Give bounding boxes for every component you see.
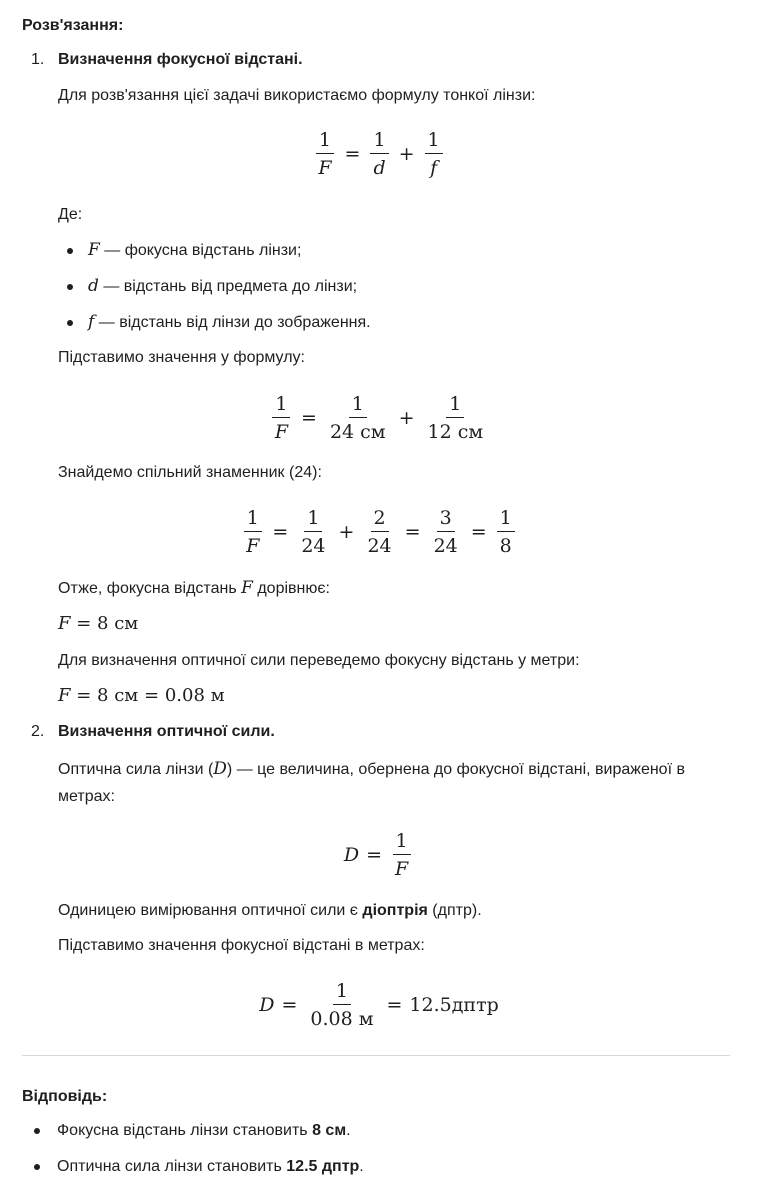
unit-text: Одиницею вимірювання оптичної сили є діоптрія (дптр). (58, 902, 482, 919)
where-label: Де: (58, 206, 83, 223)
step-1-title: Визначення фокусної відстані. (58, 51, 303, 68)
fraction-1-over-8: $\frac{1}{8}$ (497, 507, 515, 557)
optical-power-definition: Оптична сила лінзи (D) — це величина, обернена до фокусної відстані, вираженої в (58, 759, 685, 779)
therefore-text: Отже, фокусна відстань F дорівнює: (58, 578, 330, 598)
fraction-2-over-24: $\frac{2}{24}$ (367, 507, 392, 557)
optical-power-definition-cont: метрах: (58, 788, 115, 805)
substituted-formula: $\frac{1}{F}$ = $\frac{1}{24 см}$ + $\frac{1}{12 см}$ (0, 394, 758, 442)
answer-item-focal-length: Фокусна відстань лінзи становить 8 см. (57, 1122, 351, 1139)
step-2-number: 2. (31, 723, 45, 740)
focal-length-result: F = 8 см (58, 613, 139, 634)
common-denominator-formula: $\frac{1}{F}$ = $\frac{1}{24}$ + $\frac{2}{24}$ = $\frac{3}{24}$ = $\frac{1}{8}$ (0, 508, 758, 556)
substitute-text: Підставимо значення у формулу: (58, 349, 305, 366)
convert-text: Для визначення оптичної сили переведемо фокусну відстань у метри: (58, 652, 580, 669)
definition-F: F — фокусна відстань лінзи; (88, 240, 302, 260)
bullet (34, 1128, 40, 1134)
fraction-1-over-d: $\frac{1}{d}$ (370, 129, 388, 179)
fraction-1-over-f: $\frac{1}{f}$ (425, 129, 443, 179)
fraction-1-over-24: $\frac{1}{24}$ (301, 507, 326, 557)
thin-lens-formula: $\frac{1}{F}$ = $\frac{1}{d}$ + $\frac{1}{f}$ (0, 130, 758, 178)
definition-d: d — відстань від предмета до лінзи; (88, 276, 358, 296)
step-1-number: 1. (31, 51, 45, 68)
answer-item-optical-power: Оптична сила лінзи становить 12.5 дптр. (57, 1158, 364, 1175)
fraction-1-over-F: $\frac{1}{F}$ (315, 129, 334, 179)
answer-heading: Відповідь: (22, 1088, 108, 1105)
fraction-1-over-0.08m: $\frac{1}{0.08 м}$ (310, 980, 374, 1030)
fraction-3-over-24: $\frac{3}{24}$ (433, 507, 458, 557)
step-1-intro: Для розв'язання цієї задачі використаємо формулу тонкої лінзи: (58, 87, 536, 104)
fraction-1-over-F: $\frac{1}{F}$ (392, 830, 411, 880)
focal-length-meters: F = 8 см = 0.08 м (58, 685, 225, 706)
definition-f: f — відстань від лінзи до зображення. (88, 312, 371, 332)
fraction-1-over-F: $\frac{1}{F}$ (243, 507, 262, 557)
optical-power-formula: D = $\frac{1}{F}$ (0, 831, 758, 879)
bullet (67, 248, 73, 254)
solution-heading: Розв'язання: (22, 17, 124, 34)
fraction-1-over-12cm: $\frac{1}{12 см}$ (427, 393, 484, 443)
step-2-title: Визначення оптичної сили. (58, 723, 275, 740)
bullet (67, 284, 73, 290)
substitute-meters-text: Підставимо значення фокусної відстані в метрах: (58, 937, 425, 954)
fraction-1-over-24cm: $\frac{1}{24 см}$ (329, 393, 386, 443)
optical-power-calculation: D = $\frac{1}{0.08 м}$ = 12.5 дптр (259, 980, 499, 1030)
bullet (34, 1164, 40, 1170)
divider (22, 1055, 730, 1056)
common-denominator-text: Знайдемо спільний знаменник (24): (58, 464, 322, 481)
fraction-1-over-F: $\frac{1}{F}$ (272, 393, 291, 443)
bullet (67, 320, 73, 326)
